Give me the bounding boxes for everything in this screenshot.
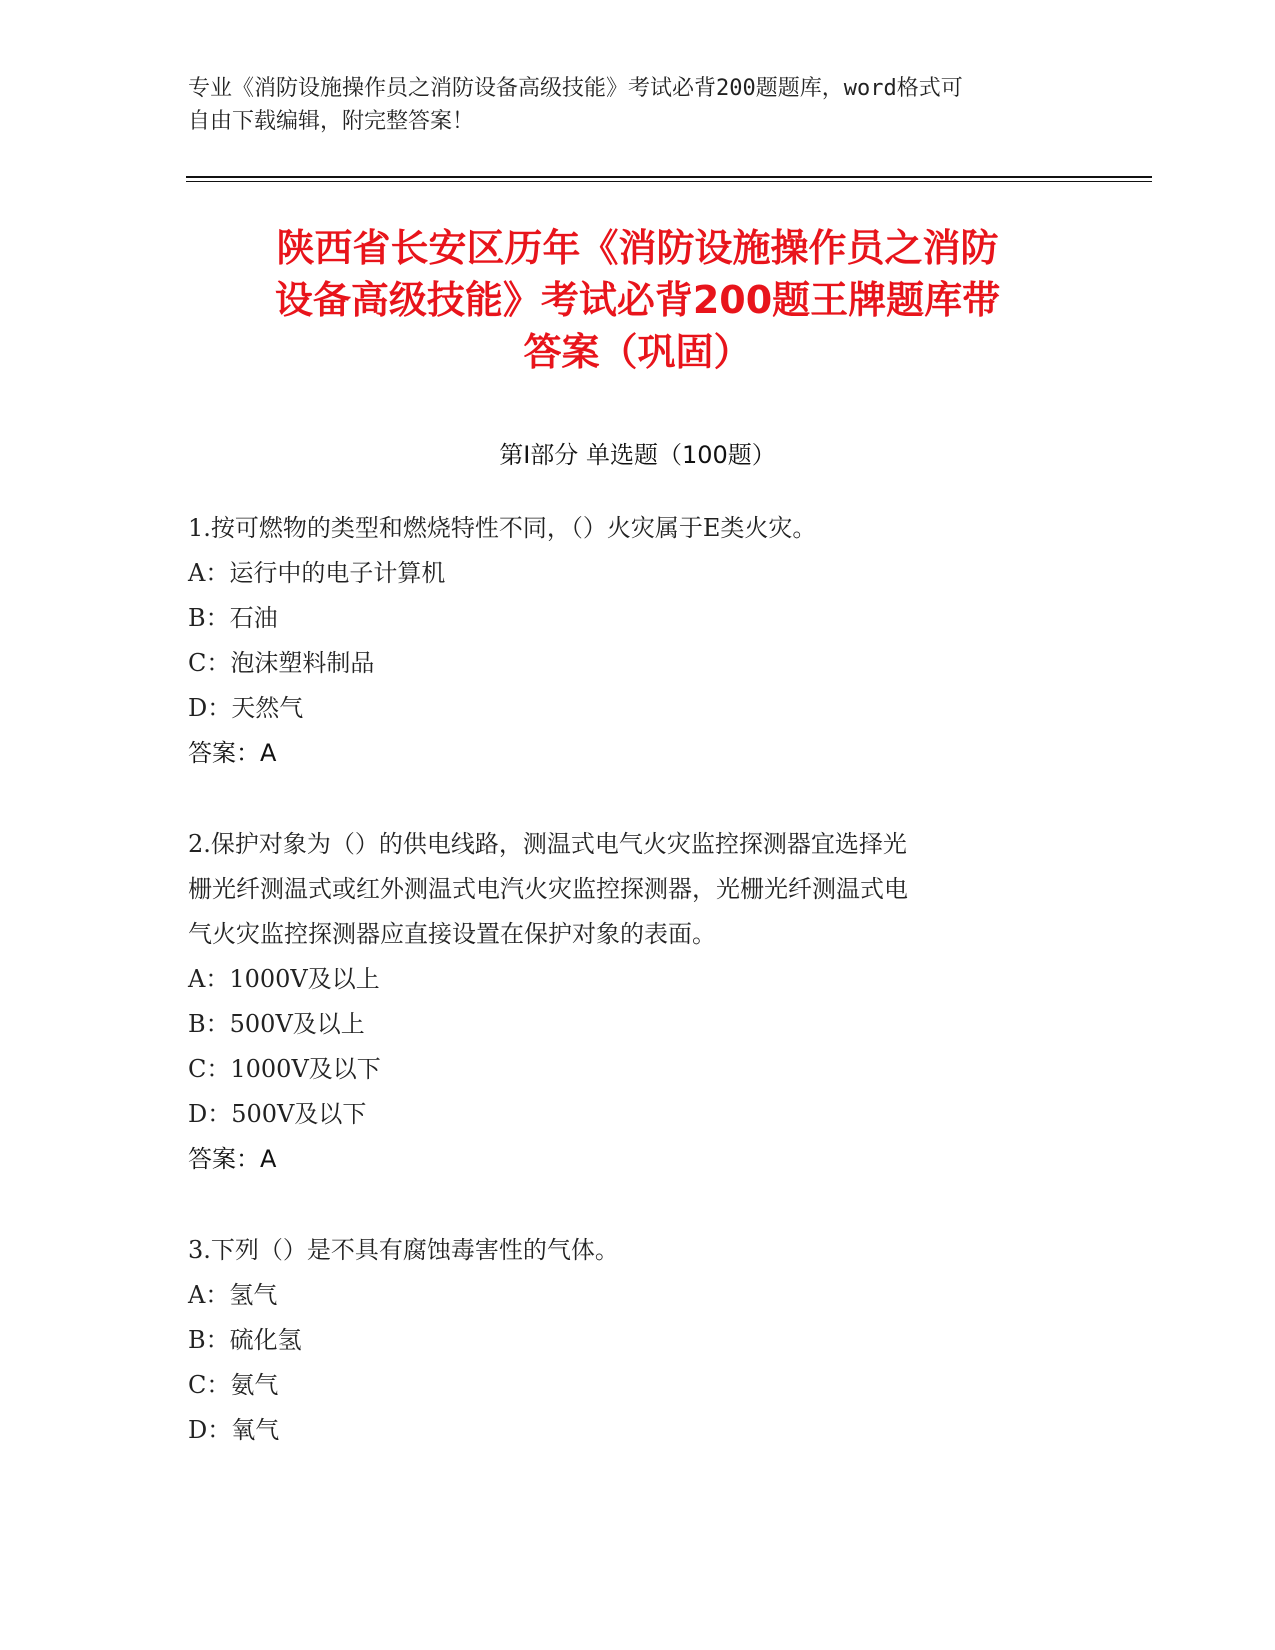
header-note [188,72,1068,138]
question-2 [188,822,1068,1182]
header-divider-thin [186,181,1152,182]
question-3 [188,1228,1068,1453]
question-2-stem-line-3: 气火灾监控探测器应直接设置在保护对象的表面。 [188,920,716,948]
question-2-option-c: C：1000V及以下 [188,1055,381,1083]
document-title [180,222,1095,378]
question-1-option-a: A：运行中的电子计算机 [188,559,446,587]
section-title: 第I部分 单选题（100题） [499,441,776,469]
header-divider-thick [186,176,1152,178]
question-2-option-b: B：500V及以上 [188,1010,365,1038]
question-2-stem-line-2: 栅光纤测温式或红外测温式电汽火灾监控探测器，光栅光纤测温式电 [188,875,908,903]
question-1 [188,506,1068,776]
question-3-option-c: C：氨气 [188,1371,279,1399]
question-2-answer: 答案：A [188,1145,277,1173]
question-1-option-b: B：石油 [188,604,278,632]
question-1-option-d: D：天然气 [188,694,304,722]
question-2-option-a: A：1000V及以上 [188,965,380,993]
question-3-option-b: B：硫化氢 [188,1326,302,1354]
document-title-line-1: 陕西省长安区历年《消防设施操作员之消防 [276,226,999,270]
header-note-line-1: 专业《消防设施操作员之消防设备高级技能》考试必背200题题库，word格式可 [188,76,963,101]
document-title-line-3: 答案（巩固） [523,330,752,374]
question-2-option-d: D：500V及以下 [188,1100,367,1128]
document-title-line-2: 设备高级技能》考试必背200题王牌题库带 [274,278,1001,322]
question-3-option-d: D：氧气 [188,1416,280,1444]
question-3-stem: 3.下列（）是不具有腐蚀毒害性的气体。 [188,1236,619,1264]
question-1-option-c: C：泡沫塑料制品 [188,649,375,677]
header-note-line-2: 自由下载编辑，附完整答案！ [188,109,475,134]
question-2-stem-line-1: 2.保护对象为（）的供电线路，测温式电气火灾监控探测器宜选择光 [188,830,907,858]
question-1-stem: 1.按可燃物的类型和燃烧特性不同，（）火灾属于E类火灾。 [188,514,817,542]
question-1-answer: 答案：A [188,739,277,767]
question-3-option-a: A：氢气 [188,1281,278,1309]
